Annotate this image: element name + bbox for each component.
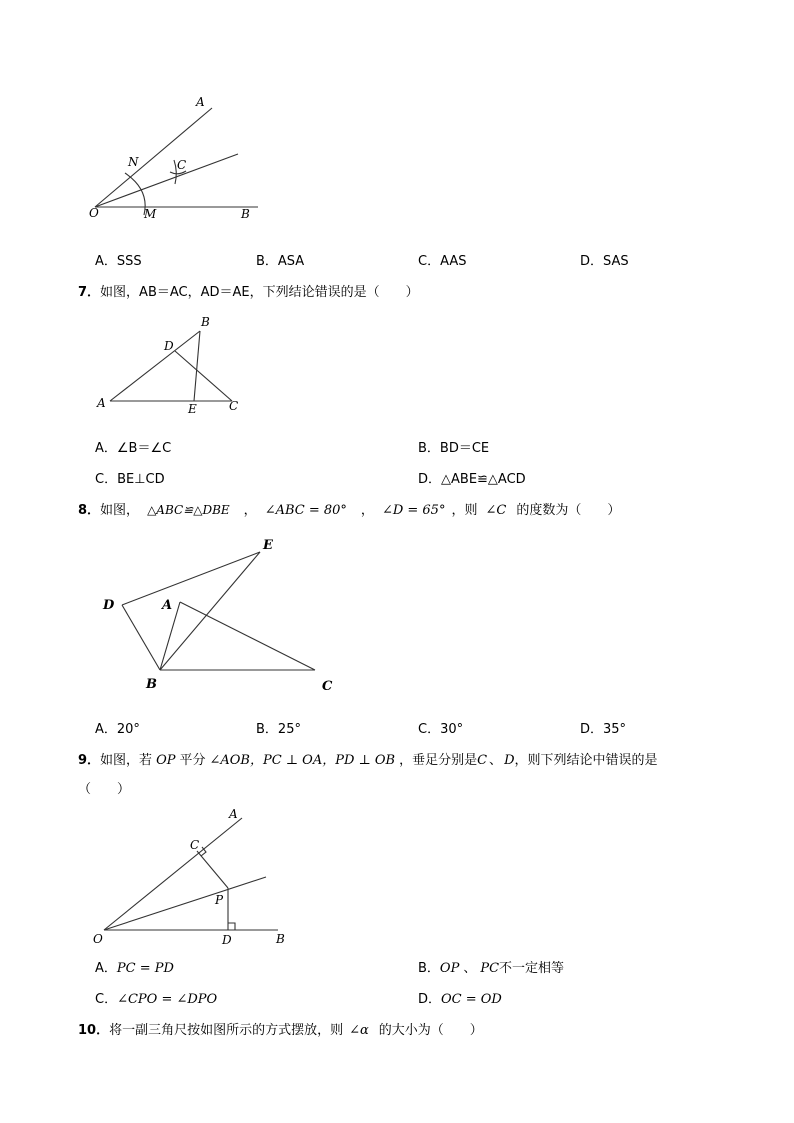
- q9-op: OP: [156, 753, 176, 768]
- q9-stem-e: ，则下列结论中错误的是: [514, 753, 658, 768]
- label-A: A: [97, 396, 106, 410]
- label-B: B: [201, 315, 210, 329]
- q8-option-c[interactable]: C．30°: [418, 722, 464, 737]
- label-A: A: [162, 598, 173, 613]
- q8-option-b[interactable]: B．25°: [256, 722, 301, 737]
- q8-sep1: ，: [243, 503, 257, 518]
- label-O: O: [93, 932, 103, 946]
- q7-option-d[interactable]: D．△ABE≌△ACD: [418, 472, 526, 487]
- label-D: D: [164, 339, 174, 353]
- q8-option-a[interactable]: A．20°: [95, 722, 140, 737]
- ray-oa: [104, 818, 242, 930]
- seg-pc: [197, 851, 228, 888]
- q9-stem-b: 平分: [179, 753, 206, 768]
- q9-number: 9．: [78, 753, 101, 768]
- q8-angle-abc: ∠ABC = 80°: [264, 503, 347, 518]
- q10-stem-suffix: 的大小为（ ）: [378, 1023, 483, 1038]
- q9-stem-c: ，垂足分别是: [399, 753, 478, 768]
- q8-stem-suffix: 的度数为（ ）: [516, 503, 621, 518]
- q8-stem-prefix: 如图，: [100, 503, 140, 518]
- q8-number: 8．: [78, 503, 101, 518]
- q9-stem-d: 、: [489, 753, 503, 768]
- q8-option-d[interactable]: D．35°: [580, 722, 627, 737]
- label-O: O: [89, 206, 99, 220]
- q9-aob: ∠AOB，PC ⊥ OA，PD ⊥ OB: [209, 753, 396, 768]
- q7-number: 7．: [78, 285, 101, 300]
- q9-answer-paren: （ ）: [78, 782, 131, 797]
- q8-mid: ，则: [451, 503, 478, 518]
- label-B: B: [146, 677, 157, 692]
- q8-angle-d: ∠D = 65°: [381, 503, 446, 518]
- q9-option-a[interactable]: [95, 957, 174, 976]
- q9-c: C: [477, 753, 488, 768]
- q8-angle-c: ∠C: [485, 503, 507, 518]
- q9-opt-a-prefix: A．: [95, 961, 117, 976]
- label-C: C: [229, 399, 239, 413]
- q8-sep2: ，: [360, 503, 374, 518]
- label-D: D: [103, 598, 115, 613]
- q9-opt-d-prefix: D．: [418, 992, 442, 1007]
- label-A: A: [196, 95, 205, 109]
- q9-opt-c-prefix: C．: [95, 992, 118, 1007]
- label-D: D: [222, 933, 232, 947]
- label-C: C: [177, 158, 187, 172]
- q9-opt-b-math2: PC: [480, 961, 500, 976]
- q8-congruence: △ABC≌△DBE: [147, 503, 230, 517]
- label-E: E: [263, 538, 273, 553]
- label-C: C: [322, 679, 333, 694]
- right-angle-d: [228, 923, 235, 930]
- q9-opt-d-math: OC = OD: [441, 992, 502, 1007]
- q10-alpha: ∠α: [349, 1023, 369, 1038]
- q6-option-b[interactable]: B．ASA: [256, 254, 305, 269]
- q6-option-a[interactable]: A．SSS: [95, 254, 142, 269]
- label-M: M: [144, 207, 157, 221]
- q9-option-c[interactable]: [95, 988, 217, 1007]
- label-E: E: [188, 402, 197, 416]
- q9-stem-a: 如图，若: [100, 753, 153, 768]
- q6-option-c[interactable]: C．AAS: [418, 254, 467, 269]
- q10-stem-prefix: 将一副三角尺按如图所示的方式摆放，则: [109, 1023, 344, 1038]
- q9-opt-b-sep: 、: [463, 961, 477, 976]
- q9-d: D: [504, 753, 515, 768]
- q9-option-d[interactable]: [418, 988, 502, 1007]
- q9-opt-a-math: PC = PD: [116, 961, 174, 976]
- label-B: B: [276, 932, 285, 946]
- q9-opt-b-math1: OP: [439, 961, 460, 976]
- label-N: N: [128, 155, 139, 169]
- q9-opt-b-prefix: B．: [418, 961, 440, 976]
- q9-opt-c-math: ∠CPO = ∠DPO: [117, 992, 218, 1007]
- q10-stem: [78, 1019, 483, 1038]
- q6-option-d[interactable]: D．SAS: [580, 254, 629, 269]
- q7-option-c[interactable]: C．BE⊥CD: [95, 472, 165, 487]
- label-B: B: [241, 207, 250, 221]
- q9-opt-b-suffix: 不一定相等: [499, 961, 565, 976]
- q7-option-b[interactable]: B．BD＝CE: [418, 441, 490, 456]
- ray-op: [104, 877, 266, 930]
- q10-number: 10．: [78, 1023, 110, 1038]
- q7-stem-text: 如图，AB＝AC，AD＝AE，下列结论错误的是（ ）: [100, 285, 419, 300]
- label-C: C: [190, 838, 200, 852]
- label-A: A: [229, 807, 238, 821]
- label-P: P: [215, 893, 224, 907]
- q7-option-a[interactable]: A．∠B＝∠C: [95, 441, 172, 456]
- q9-option-b[interactable]: [418, 957, 564, 976]
